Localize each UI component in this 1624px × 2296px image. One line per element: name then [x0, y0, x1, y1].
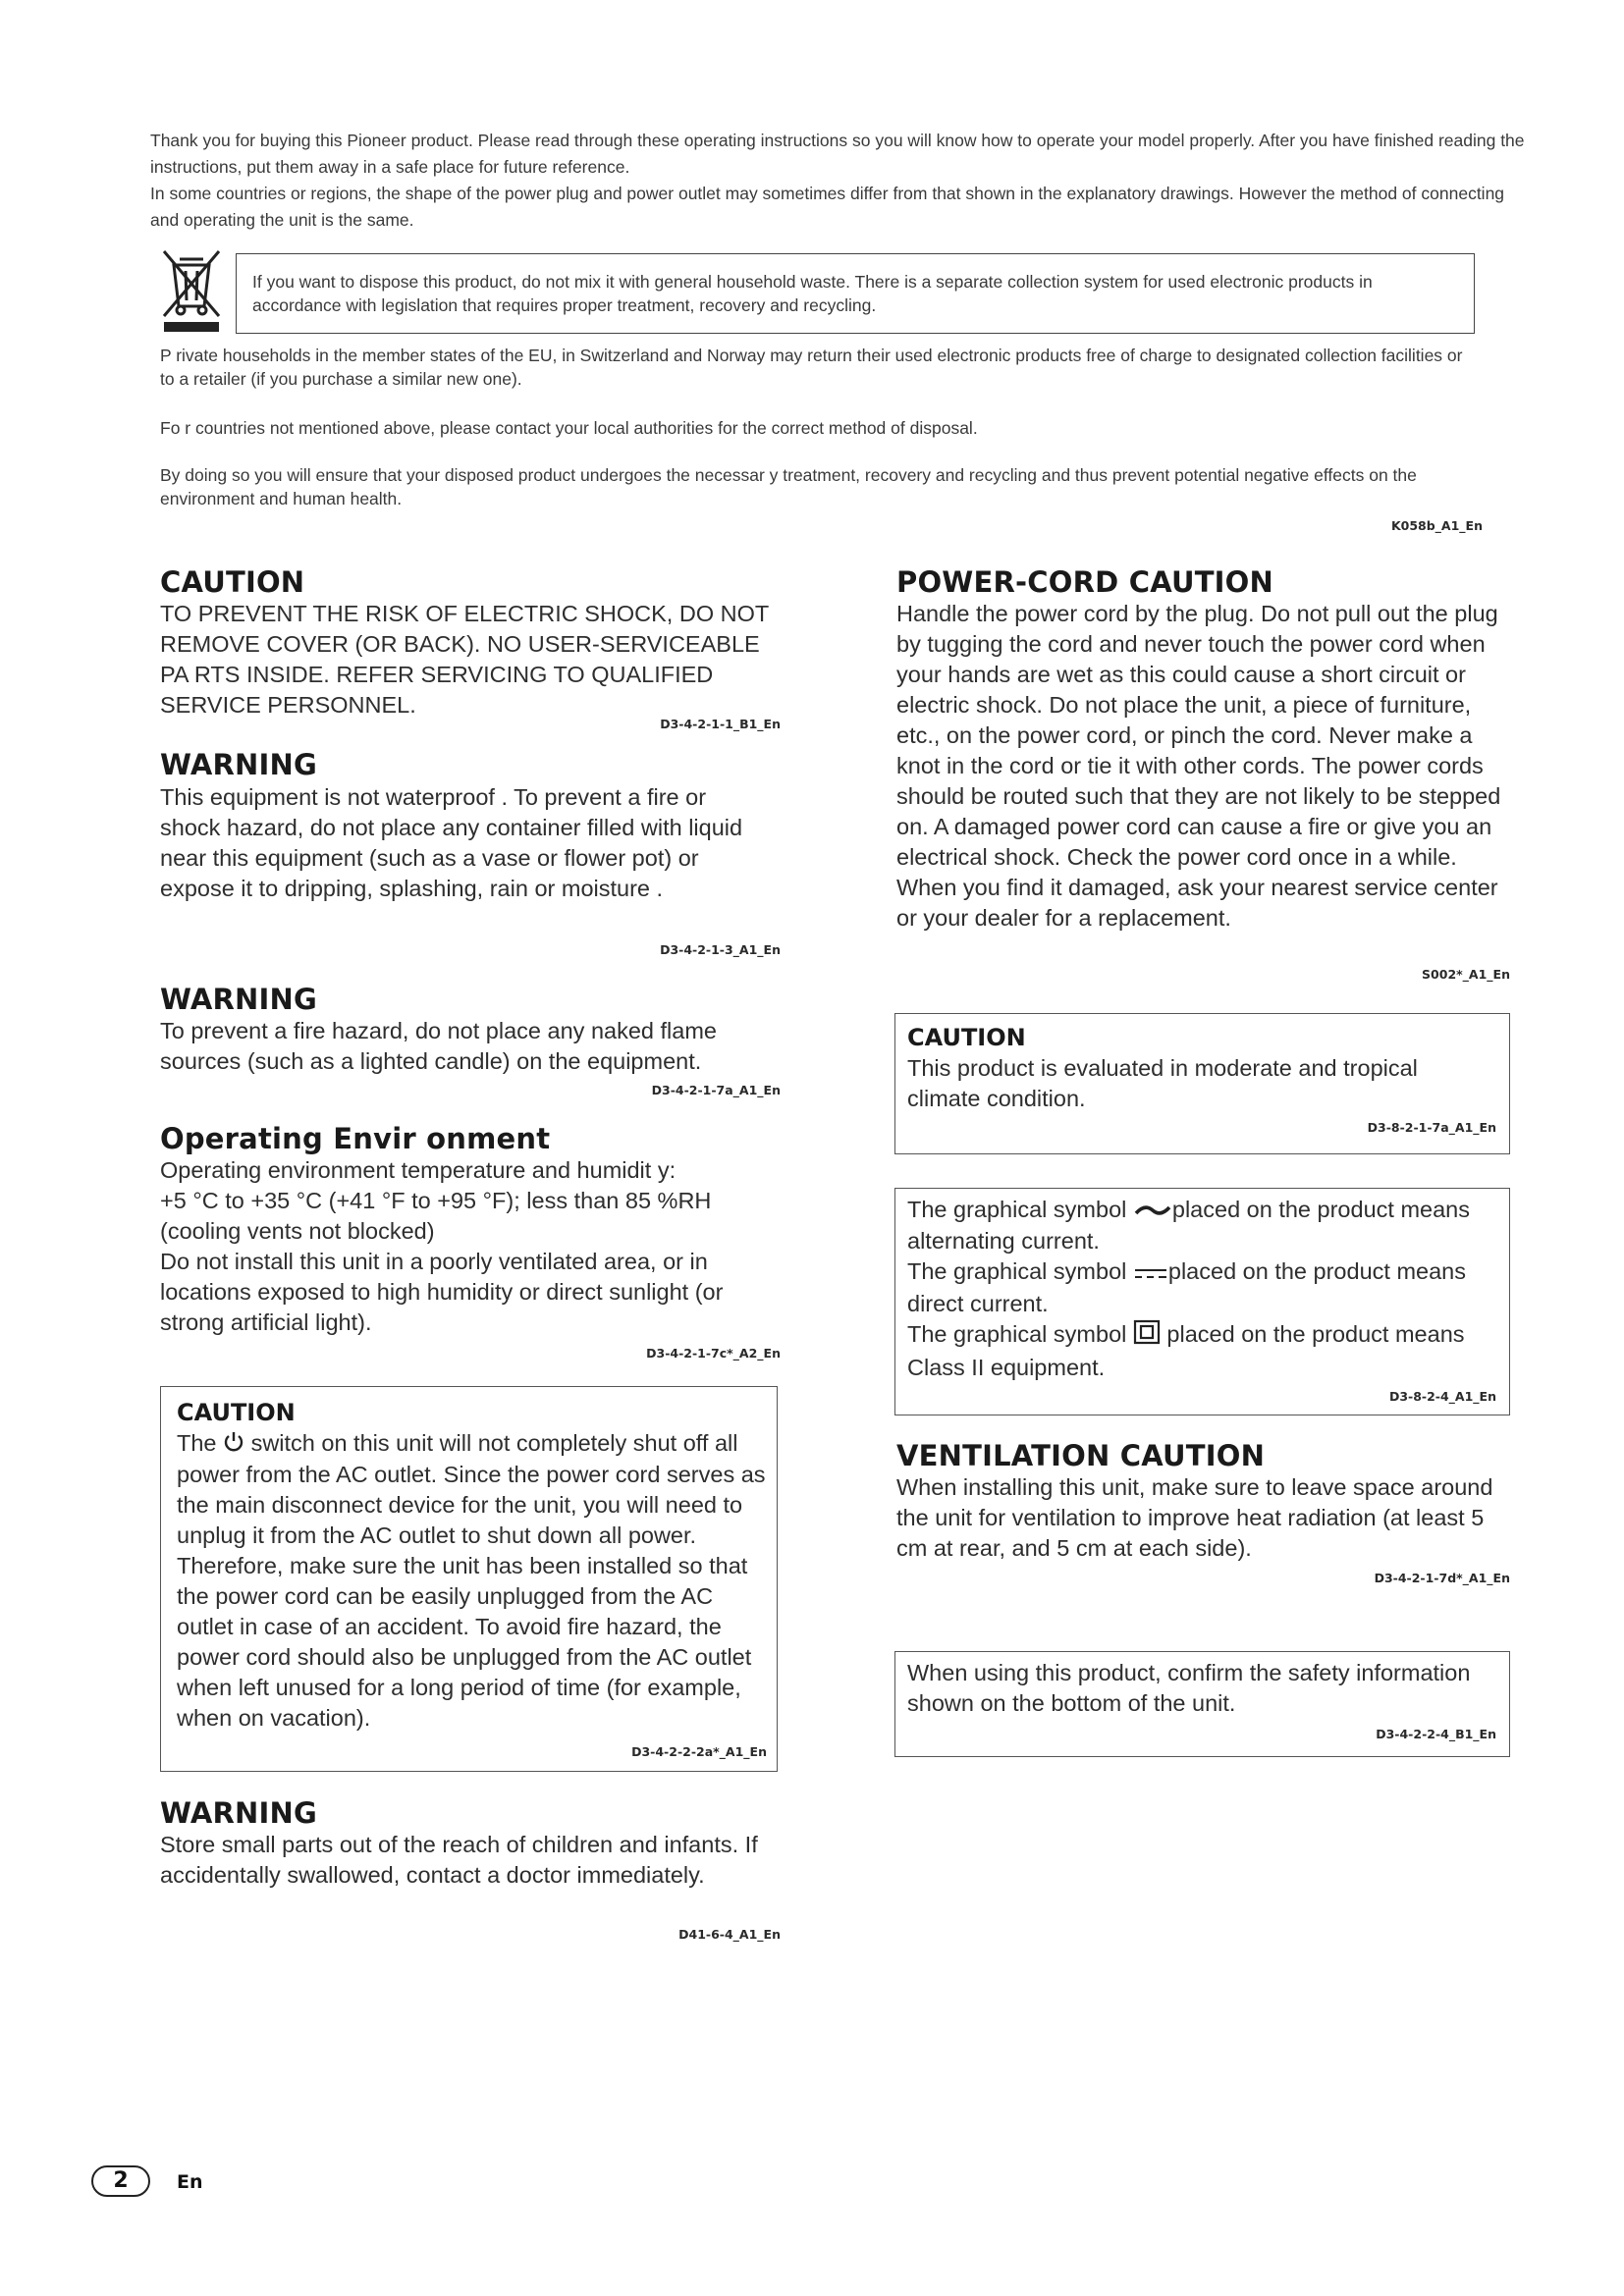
warning-small-parts-code: D41-6-4_A1_En [678, 1927, 781, 1942]
disposal-paragraph-3: By doing so you will ensure that your disposed product undergoes the necessar y treatment, recovery and recycling and thus prevent potential negative effects on the environment and human health. [160, 465, 1417, 508]
intro-paragraph-2: In some countries or regions, the shape of the power plug and power outlet may sometimes differ from that shown in the explanatory drawings. However the method of connecting and operating the unit is the same. [150, 184, 1505, 230]
climate-caution-text: This product is evaluated in moderate and tropical climate condition. [907, 1055, 1418, 1111]
safety-information-box [894, 1651, 1510, 1757]
caution-code: D3-4-2-1-1_B1_En [660, 717, 781, 731]
warning-waterproof-code: D3-4-2-1-3_A1_En [660, 942, 781, 957]
class-ii-equipment-icon [1133, 1319, 1161, 1353]
operating-environment-code: D3-4-2-1-7c*_A2_En [646, 1346, 781, 1361]
symbol-dc-suffix: placed on the product means direct current. [907, 1258, 1466, 1316]
standby-caution-text-rest: switch on this unit will not completely shut off all power from the AC outlet. Since the power cord serves as the main disconnect device for the unit, you will need to unplug it from the AC outlet to shut down all power. Therefore, make sure the unit has been installed so that the power cord can be easily unplugged from the AC outlet in case of an accident. To avoid fire hazard, the power cord should also be unplugged from the AC outlet when left unused for a long period of time (for example, when on vacation). [177, 1430, 766, 1732]
standby-caution-code: D3-4-2-2-2a*_A1_En [631, 1744, 767, 1759]
graphical-symbols-text [907, 1195, 1496, 1383]
disposal-notice-box [236, 253, 1475, 334]
power-cord-caution-code: S002*_A1_En [1422, 967, 1510, 982]
ventilation-caution-heading: VENTILATION CAUTION [896, 1439, 1266, 1472]
warning-flame-text: To prevent a fire hazard, do not place any naked flame sources (such as a lighted candle) on the equipment. [160, 1018, 717, 1074]
caution-heading: CAUTION [160, 565, 305, 599]
symbol-class2-prefix: The graphical symbol [907, 1320, 1127, 1347]
graphical-symbols-box [894, 1188, 1510, 1415]
standby-caution-text [177, 1428, 766, 1734]
symbol-ac-suffix: placed on the product means alternating current. [907, 1197, 1470, 1255]
standby-caution-text-start: The [177, 1430, 217, 1456]
symbol-dc-prefix: The graphical symbol [907, 1258, 1127, 1285]
symbol-ac-prefix: The graphical symbol [907, 1197, 1127, 1222]
power-cord-caution-text: Handle the power cord by the plug. Do not pull out the plug by tugging the cord and never touch the power cord when your hands are wet as this could cause a short circuit or electric shock. Do not place the unit, a piece of furniture, etc., on the power cord, or pinch the cord. Never make a knot in the cord or tie it with other cords. The power cords should be routed such that they are not likely to be stepped on. A damaged power cord can cause a fire or give you an electrical shock. Check the power cord once in a while. When you find it damaged, ask your nearest service center or your dealer for a replacement. [896, 601, 1501, 931]
alternating-current-icon [1133, 1196, 1172, 1226]
power-standby-icon [223, 1429, 244, 1460]
ventilation-caution-code: D3-4-2-1-7d*_A1_En [1374, 1571, 1510, 1585]
safety-information-code: D3-4-2-2-4_B1_En [1376, 1727, 1496, 1741]
disposal-paragraph-1: P rivate households in the member states of the EU, in Switzerland and Norway may return their used electronic products free of charge to designated collection facilities or to a retailer (if you purchase a similar new one). [160, 346, 1463, 389]
disposal-notice-text: If you want to dispose this product, do not mix it with general household waste. There is a separate collection system for used electronic products in accordance with legislation that requires proper treatment, recovery and recycling. [252, 272, 1373, 315]
warning-waterproof-text: This equipment is not waterproof . To prevent a fire or shock hazard, do not place any container filled with liquid near this equipment (such as a vase or flower pot) or expose it to dripping, splashing, rain or moisture . [160, 784, 743, 901]
standby-caution-box [160, 1386, 778, 1772]
operating-environment-line-2: +5 °C to +35 °C (+41 °F to +95 °F); less than 85 %RH (cooling vents not blocked) [160, 1188, 712, 1244]
crossed-out-bin-icon [160, 245, 223, 334]
standby-caution-heading: CAUTION [177, 1399, 296, 1426]
symbol-class2-line [907, 1319, 1496, 1383]
safety-information-text: When using this product, confirm the safety information shown on the bottom of the unit. [907, 1660, 1471, 1716]
ventilation-caution-text: When installing this unit, make sure to leave space around the unit for ventilation to improve heat radiation (at least 5 cm at rear, and 5 cm at each side). [896, 1474, 1493, 1561]
power-cord-caution-heading: POWER-CORD CAUTION [896, 565, 1273, 599]
operating-environment-line-1: Operating environment temperature and humidit y: [160, 1157, 677, 1183]
symbol-class2-suffix: placed on the product means Class II equipment. [907, 1320, 1465, 1380]
climate-caution-box [894, 1013, 1510, 1154]
disposal-paragraph-2: Fo r countries not mentioned above, please contact your local authorities for the correct method of disposal. [160, 418, 978, 438]
disposal-code: K058b_A1_En [1390, 518, 1483, 533]
operating-environment-heading: Operating Envir onment [160, 1122, 551, 1155]
intro-paragraph-1: Thank you for buying this Pioneer product. Please read through these operating instructions so you will know how to operate your model properly. After you have finished reading the instructions, put them away in a safe place for future reference. [150, 131, 1525, 177]
symbol-dc-line [907, 1256, 1496, 1318]
direct-current-icon [1133, 1258, 1168, 1289]
intro-text [150, 128, 1525, 234]
operating-environment-body [160, 1155, 788, 1338]
graphical-symbols-code: D3-8-2-4_A1_En [1388, 1389, 1496, 1404]
warning-small-parts-text: Store small parts out of the reach of children and infants. If accidentally swallowed, contact a doctor immediately. [160, 1832, 758, 1888]
warning-flame-heading: WARNING [160, 983, 317, 1016]
warning-small-parts-heading: WARNING [160, 1796, 317, 1830]
climate-caution-heading: CAUTION [907, 1024, 1026, 1051]
operating-environment-line-3: Do not install this unit in a poorly ventilated area, or in locations exposed to high humidity or direct sunlight (or strong artificial light). [160, 1249, 724, 1335]
page-number: 2 [91, 2165, 150, 2197]
warning-waterproof-heading: WARNING [160, 748, 317, 781]
climate-caution-code: D3-8-2-1-7a_A1_En [1367, 1120, 1496, 1135]
caution-text: TO PREVENT THE RISK OF ELECTRIC SHOCK, DO NOT REMOVE COVER (OR BACK). NO USER-SERVICEABLE PA RTS INSIDE. REFER SERVICING TO QUALIFIED SERVICE PERSONNEL. [160, 601, 769, 718]
symbol-ac-line [907, 1195, 1496, 1256]
page-language: En [177, 2171, 203, 2193]
warning-flame-code: D3-4-2-1-7a_A1_En [651, 1083, 781, 1097]
